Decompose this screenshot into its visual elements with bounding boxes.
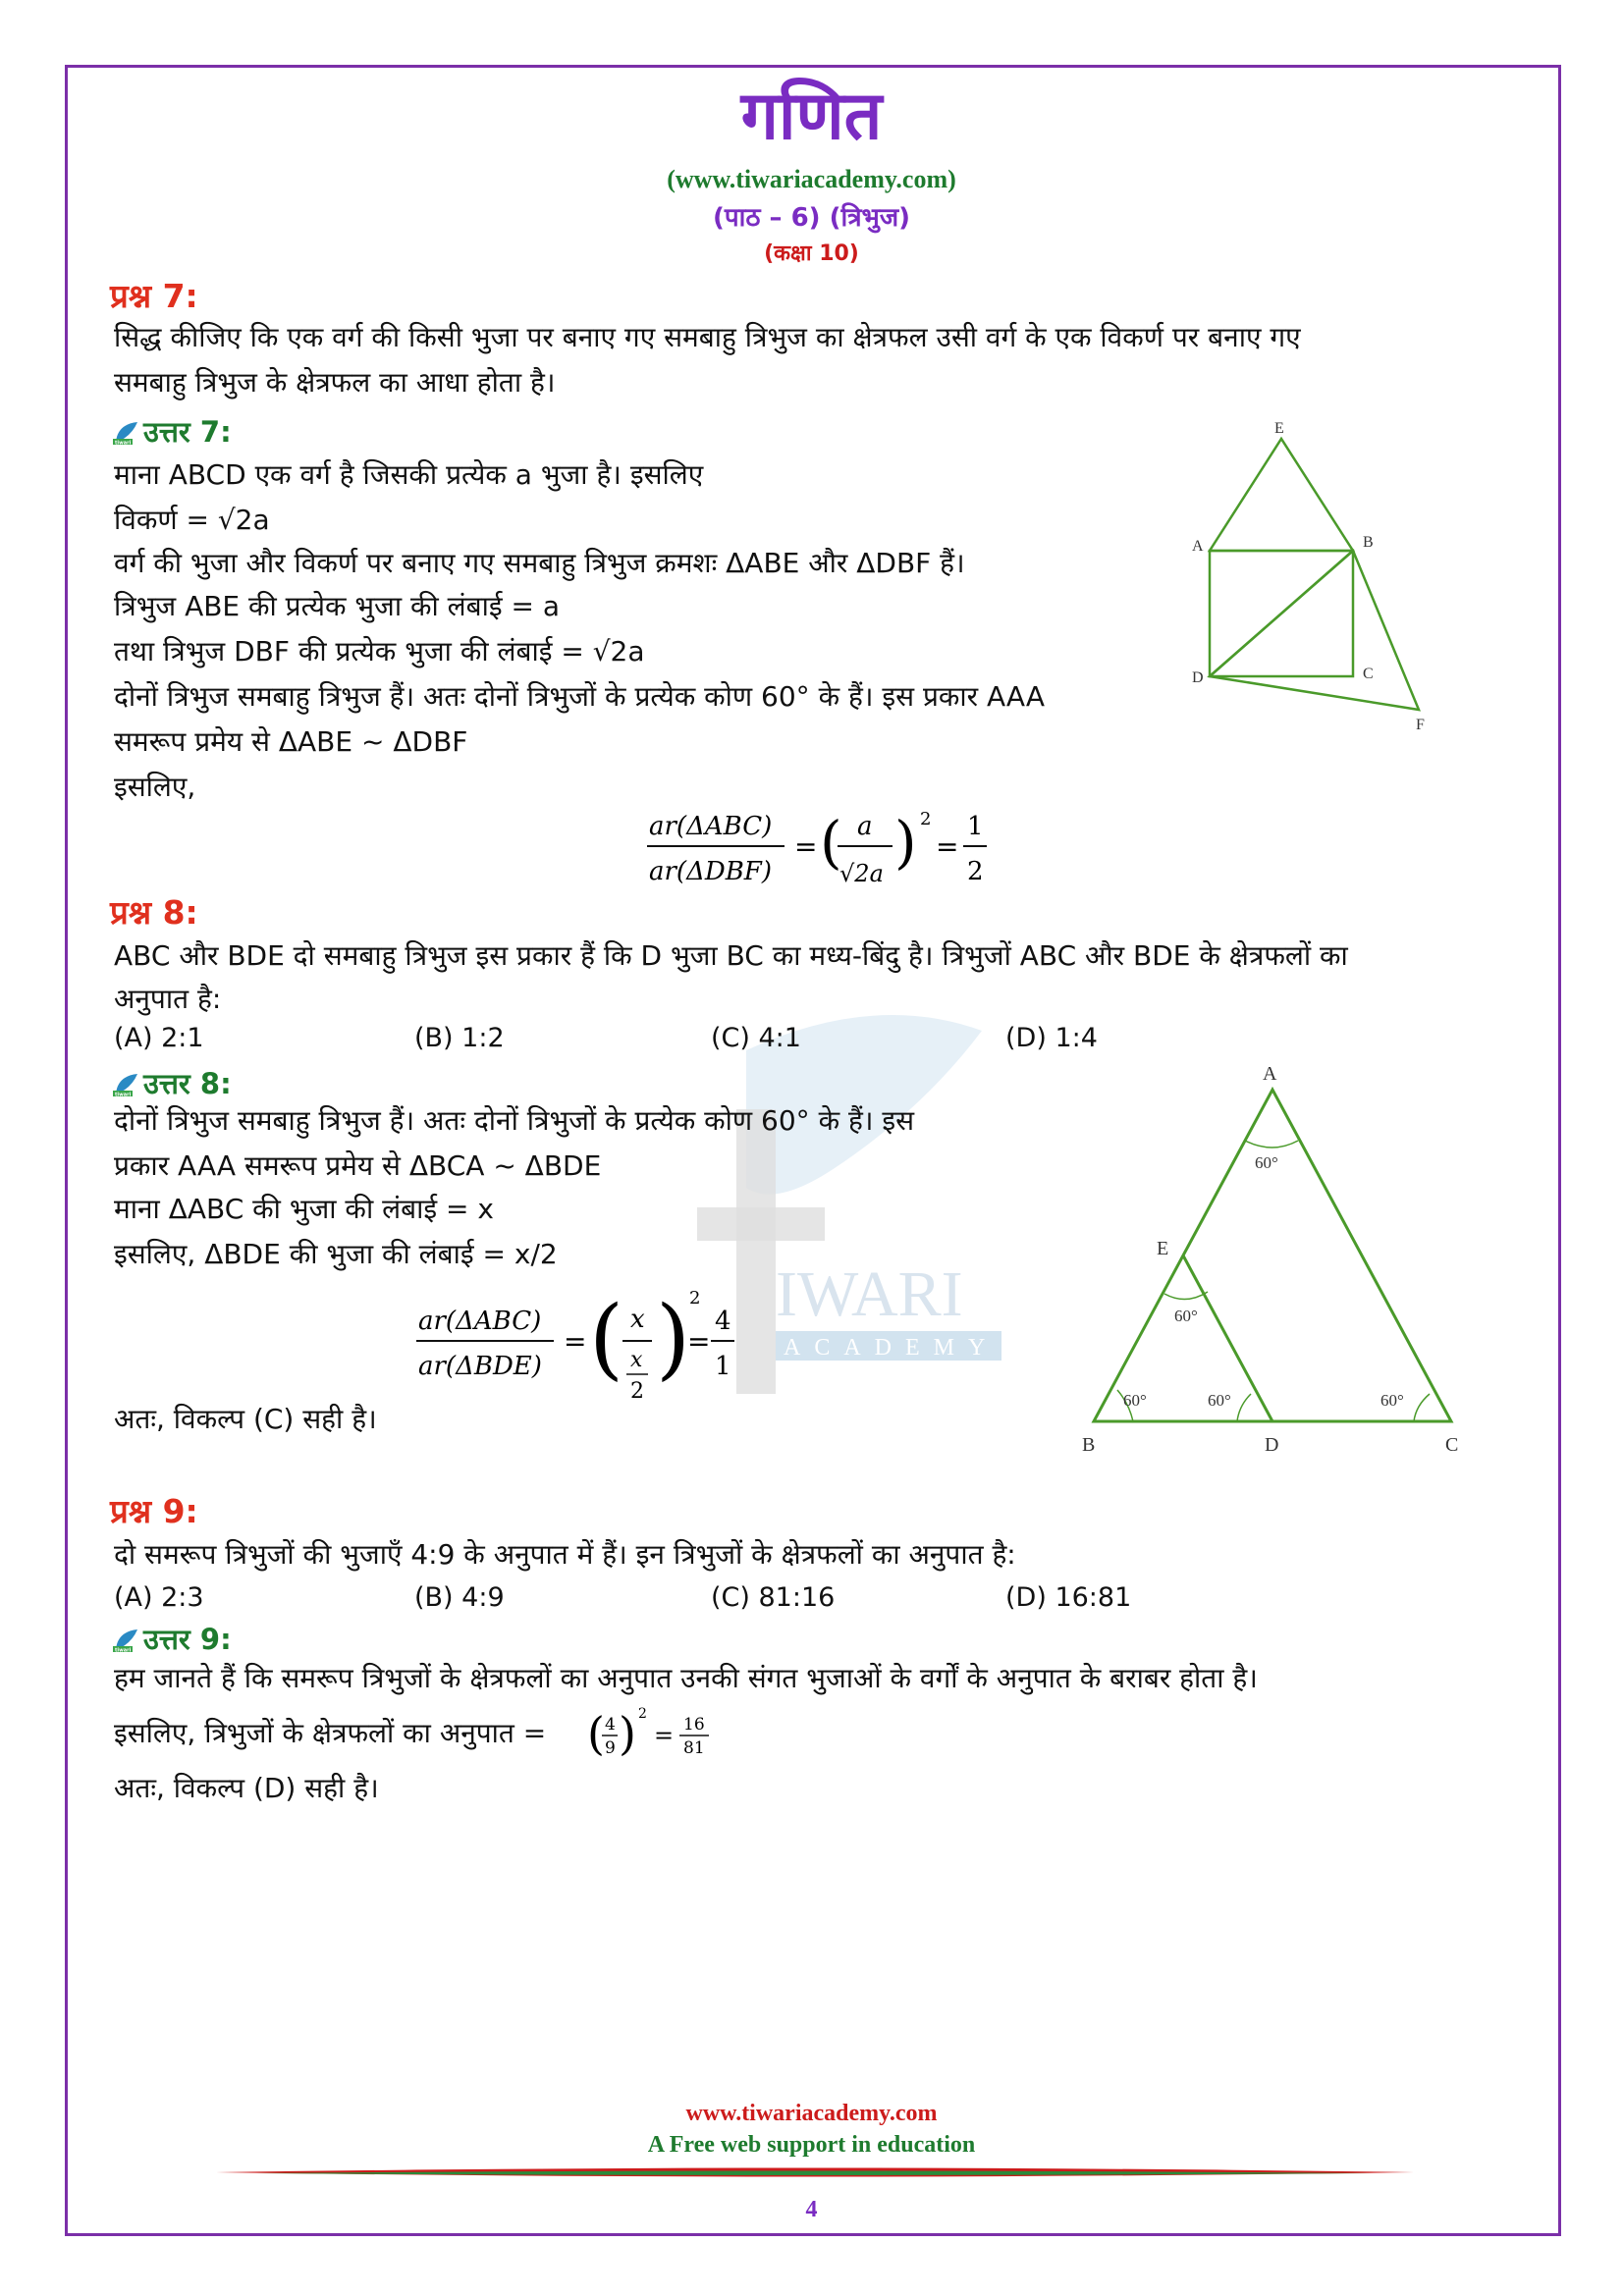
q7-label-C: C bbox=[1363, 666, 1374, 682]
svg-text:2: 2 bbox=[689, 1288, 701, 1308]
svg-text:2: 2 bbox=[630, 1379, 644, 1404]
q7-question-line2: समबाहु त्रिभुज के क्षेत्रफल का आधा होता है। bbox=[114, 366, 556, 399]
footer-divider bbox=[216, 2165, 1414, 2179]
q7-figure bbox=[1178, 417, 1453, 741]
q8-label-B: B bbox=[1082, 1434, 1096, 1456]
svg-text:9: 9 bbox=[605, 1738, 616, 1758]
q8-formula bbox=[412, 1282, 746, 1410]
q7-answer-heading bbox=[112, 412, 232, 451]
q9-question: दो समरूप त्रिभुजों की भुजाएँ 4:9 के अनुपात में हैं। इन त्रिभुजों के क्षेत्रफलों का अनुपात है: bbox=[114, 1538, 1016, 1571]
svg-text:1: 1 bbox=[967, 812, 984, 841]
q9-line-2: इसलिए, त्रिभुजों के क्षेत्रफलों का अनुपात = bbox=[114, 1717, 547, 1749]
angle-label-E: 60° bbox=[1174, 1307, 1198, 1325]
q7-line-6: दोनों त्रिभुज समबाहु त्रिभुज हैं। अतः दोनों त्रिभुजों के प्रत्येक कोण 60° के हैं। इस प्रकार AAA bbox=[114, 680, 1046, 713]
svg-text:=: = bbox=[687, 1325, 711, 1358]
q7-label-B: B bbox=[1363, 534, 1374, 551]
q7-line-3: वर्ग की भुजा और विकर्ण पर बनाए गए समबाहु त्रिभुज क्रमशः ΔABE और ΔDBF हैं। bbox=[114, 547, 965, 579]
class-label: (कक्षा 10) bbox=[764, 241, 859, 266]
q7-line-4: त्रिभुज ABE की प्रत्येक भुजा की लंबाई = a bbox=[114, 590, 561, 622]
q7-line-8: इसलिए, bbox=[114, 771, 196, 803]
svg-text:=: = bbox=[936, 830, 959, 863]
page-title: गणित bbox=[740, 78, 883, 155]
q9-option-d: (D) 16:81 bbox=[1005, 1582, 1132, 1613]
q7-formula bbox=[643, 801, 997, 895]
svg-text:4: 4 bbox=[605, 1715, 616, 1735]
svg-text:x: x bbox=[630, 1348, 643, 1372]
q9-answer-heading bbox=[112, 1620, 232, 1658]
watermark-brand: IWARI bbox=[776, 1258, 963, 1330]
svg-text:ar(ΔBDE): ar(ΔBDE) bbox=[418, 1352, 542, 1381]
svg-text:(: ( bbox=[589, 1287, 624, 1390]
tiwari-badge-icon bbox=[112, 1071, 139, 1096]
svg-text:ar(ΔDBF): ar(ΔDBF) bbox=[649, 857, 772, 886]
q7-question-line1: सिद्ध कीजिए कि एक वर्ग की किसी भुजा पर बनाए गए समबाहु त्रिभुज का क्षेत्रफल उसी वर्ग के एक विकर्ण पर बनाए गए bbox=[114, 321, 1301, 353]
q9-heading: प्रश्न 9: bbox=[110, 1492, 198, 1530]
q8-line-2: प्रकार AAA समरूप प्रमेय से ΔBCA ~ ΔBDE bbox=[114, 1149, 602, 1182]
q9-option-c: (C) 81:16 bbox=[711, 1582, 836, 1613]
q8-heading: प्रश्न 8: bbox=[110, 893, 198, 932]
svg-text:=: = bbox=[794, 830, 818, 863]
q7-label-F: F bbox=[1416, 717, 1425, 733]
q9-option-b: (B) 4:9 bbox=[414, 1582, 505, 1613]
angle-label-B: 60° bbox=[1123, 1391, 1147, 1410]
header-site: (www.tiwariacademy.com) bbox=[667, 165, 956, 193]
q9-conclusion: अतः, विकल्प (D) सही है। bbox=[114, 1772, 379, 1804]
q8-line-3: माना ΔABC की भुजा की लंबाई = x bbox=[114, 1193, 494, 1225]
q8-answer-label: उत्तर 8: bbox=[143, 1067, 232, 1100]
q9-option-a: (A) 2:3 bbox=[114, 1582, 204, 1613]
q8-label-A: A bbox=[1263, 1063, 1277, 1085]
q8-option-a: (A) 2:1 bbox=[114, 1023, 204, 1053]
svg-text:=: = bbox=[564, 1325, 587, 1358]
svg-text:2: 2 bbox=[920, 809, 932, 829]
tiwari-badge-icon bbox=[112, 419, 139, 445]
chapter-title: (पाठ – 6) (त्रिभुज) bbox=[712, 203, 911, 233]
q8-conclusion: अतः, विकल्प (C) सही है। bbox=[114, 1403, 377, 1435]
q8-option-b: (B) 1:2 bbox=[414, 1023, 505, 1053]
q7-answer-label: उत्तर 7: bbox=[143, 415, 232, 449]
svg-text:ar(ΔABC): ar(ΔABC) bbox=[649, 812, 773, 841]
svg-text:x: x bbox=[630, 1305, 645, 1334]
q8-label-C: C bbox=[1445, 1434, 1459, 1456]
q9-line-1: हम जानते हैं कि समरूप त्रिभुजों के क्षेत्रफलों का अनुपात उनकी संगत भुजाओं के वर्गों के अनुपात के बराबर होता है। bbox=[114, 1662, 1258, 1694]
q7-line-1: माना ABCD एक वर्ग है जिसकी प्रत्येक a भुजा है। इसलिए bbox=[114, 458, 704, 491]
svg-text:4: 4 bbox=[715, 1307, 731, 1336]
svg-text:2: 2 bbox=[638, 1706, 647, 1722]
q9-formula bbox=[585, 1702, 723, 1771]
svg-text:ar(ΔABC): ar(ΔABC) bbox=[418, 1307, 542, 1336]
q8-figure bbox=[1070, 1060, 1483, 1463]
svg-text:81: 81 bbox=[683, 1738, 705, 1758]
q8-question-line1: ABC और BDE दो समबाहु त्रिभुज इस प्रकार हैं कि D भुजा BC का मध्य-बिंदु है। त्रिभुजों ABC और BDE के क्षेत्रफलों का bbox=[114, 939, 1348, 972]
svg-text:16: 16 bbox=[683, 1715, 705, 1735]
svg-text:a: a bbox=[857, 812, 873, 841]
page-number: 4 bbox=[805, 2197, 818, 2222]
angle-label-C: 60° bbox=[1380, 1391, 1404, 1410]
footer-site: www.tiwariacademy.com bbox=[685, 2101, 938, 2126]
svg-text:): ) bbox=[619, 1707, 636, 1760]
angle-label-A: 60° bbox=[1255, 1153, 1278, 1172]
svg-text:1: 1 bbox=[715, 1352, 731, 1381]
q8-answer-heading bbox=[112, 1064, 232, 1102]
q8-line-4: इसलिए, ΔBDE की भुजा की लंबाई = x/2 bbox=[114, 1238, 558, 1270]
svg-text:): ) bbox=[894, 809, 917, 876]
svg-text:2: 2 bbox=[967, 857, 984, 886]
q8-line-1: दोनों त्रिभुज समबाहु त्रिभुज हैं। अतः दोनों त्रिभुजों के प्रत्येक कोण 60° के हैं। इस bbox=[114, 1104, 915, 1137]
svg-text:(: ( bbox=[820, 809, 842, 876]
q8-option-d: (D) 1:4 bbox=[1005, 1023, 1098, 1053]
watermark-sub: ACADEMY bbox=[784, 1335, 1000, 1361]
q9-answer-label: उत्तर 9: bbox=[143, 1623, 232, 1656]
angle-label-D: 60° bbox=[1208, 1391, 1231, 1410]
q7-label-D: D bbox=[1192, 669, 1204, 686]
q7-line-5: तथा त्रिभुज DBF की प्रत्येक भुजा की लंबाई = √2a bbox=[114, 635, 645, 667]
q7-line-7: समरूप प्रमेय से ΔABE ~ ΔDBF bbox=[114, 725, 468, 758]
q7-line-2: विकर्ण = √2a bbox=[114, 504, 270, 536]
badge-text: tiwari bbox=[115, 1092, 132, 1097]
q8-question-line2: अनुपात है: bbox=[114, 983, 222, 1015]
footer-tagline: A Free web support in education bbox=[647, 2132, 976, 2158]
badge-text: tiwari bbox=[115, 1647, 132, 1653]
q7-heading: प्रश्न 7: bbox=[110, 277, 198, 315]
svg-text:(: ( bbox=[587, 1707, 605, 1760]
svg-text:√2a: √2a bbox=[839, 860, 884, 887]
q7-label-A: A bbox=[1192, 538, 1204, 555]
q8-label-D: D bbox=[1265, 1434, 1279, 1456]
q8-option-c: (C) 4:1 bbox=[711, 1023, 801, 1053]
q7-label-E: E bbox=[1274, 420, 1284, 437]
svg-text:): ) bbox=[656, 1287, 691, 1390]
svg-text:=: = bbox=[654, 1722, 675, 1749]
badge-text: tiwari bbox=[115, 440, 132, 446]
tiwari-badge-icon bbox=[112, 1627, 139, 1652]
q8-label-E: E bbox=[1157, 1238, 1169, 1259]
